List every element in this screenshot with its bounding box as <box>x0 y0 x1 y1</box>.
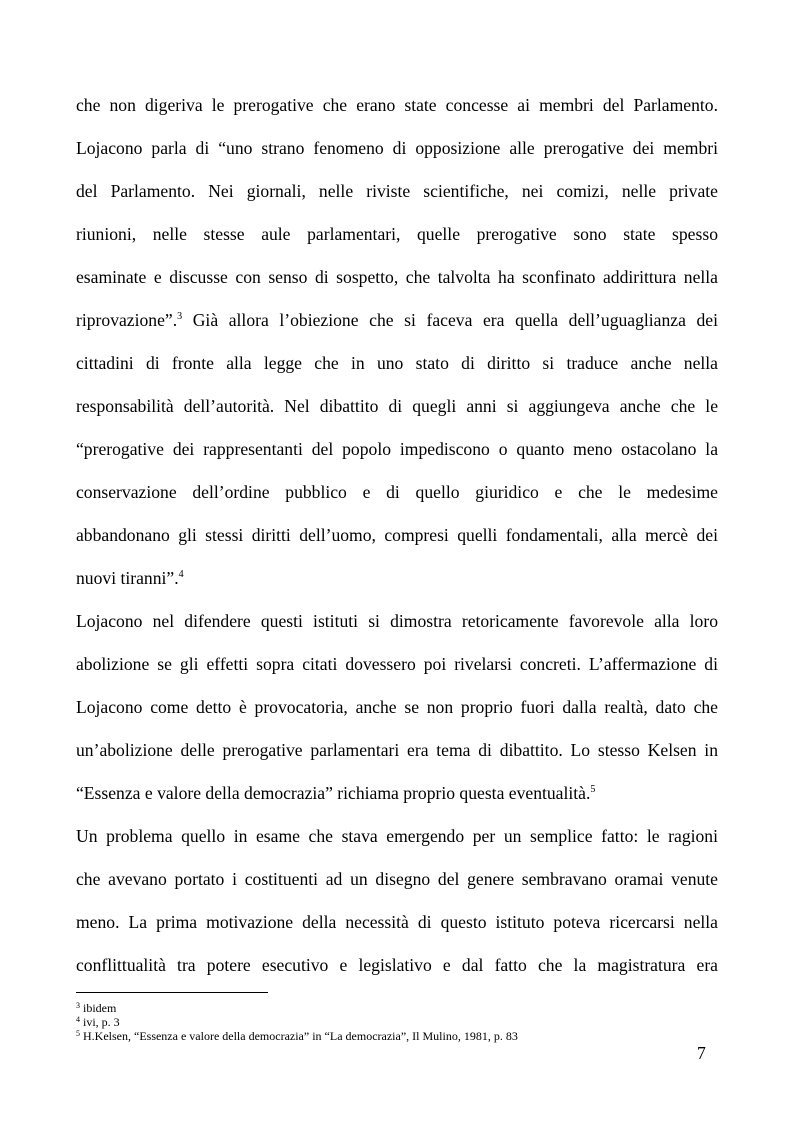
text-line: conflittualità tra potere esecutivo e legislativo e dal fatto che la magistratura era <box>76 955 718 975</box>
footnote-ref: 4 <box>178 569 184 580</box>
text-line: “prerogative dei rappresentanti del popolo impediscono o quanto meno ostacolano la <box>76 439 718 459</box>
text-line: conservazione dell’ordine pubblico e di quello giuridico e che le medesime <box>76 482 718 502</box>
text-line: riunioni, nelle stesse aule parlamentari, quelle prerogative sono state spesso <box>76 224 718 244</box>
footnote-ref: 5 <box>590 784 596 795</box>
text-line: meno. La prima motivazione della necessità di questo istituto poteva ricercarsi nella <box>76 912 718 932</box>
text-line: Lojacono nel difendere questi istituti si dimostra retoricamente favorevole alla loro <box>76 611 718 631</box>
text-line <box>76 782 718 804</box>
footnote-number: 3 <box>76 1001 80 1010</box>
text-line: Un problema quello in esame che stava emergendo per un semplice fatto: le ragioni <box>76 826 718 846</box>
footnote-number: 4 <box>76 1015 80 1024</box>
text-line: Lojacono parla di “uno strano fenomeno di opposizione alle prerogative dei membri <box>76 138 718 158</box>
text-line <box>76 309 718 331</box>
text-line: del Parlamento. Nei giornali, nelle riviste scientifiche, nei comizi, nelle private <box>76 181 718 201</box>
text-line: che non digeriva le prerogative che erano state concesse ai membri del Parlamento. <box>76 95 718 115</box>
footnote-number: 5 <box>76 1029 80 1038</box>
text-line: abbandonano gli stessi diritti dell’uomo, compresi quelli fondamentali, alla mercè dei <box>76 525 718 545</box>
text-segment: nuovi tiranni”. <box>76 568 179 588</box>
text-segment: “Essenza e valore della democrazia” richiama proprio questa eventualità. <box>76 783 591 803</box>
text-line: abolizione se gli effetti sopra citati dovessero poi rivelarsi concreti. L’affermazione di <box>76 654 718 674</box>
footnote <box>76 1002 116 1015</box>
text-line: che avevano portato i costituenti ad un disegno del genere sembravano oramai venute <box>76 869 718 889</box>
footnote <box>76 1030 518 1043</box>
footnote-text: ivi, p. 3 <box>83 1015 120 1029</box>
text-line: responsabilità dell’autorità. Nel dibattito di quegli anni si aggiungeva anche che le <box>76 396 718 416</box>
text-segment: Già allora l’obiezione che si faceva era quella dell’uguaglianza dei <box>182 310 718 330</box>
text-line: esaminate e discusse con senso di sospetto, che talvolta ha sconfinato addirittura nella <box>76 267 718 287</box>
page-number: 7 <box>697 1043 706 1063</box>
footnote-ref: 3 <box>177 311 183 322</box>
text-line <box>76 567 718 589</box>
footnote-text: ibidem <box>83 1001 117 1015</box>
text-line: Lojacono come detto è provocatoria, anche se non proprio fuori dalla realtà, dato che <box>76 697 718 717</box>
text-line: cittadini di fronte alla legge che in uno stato di diritto si traduce anche nella <box>76 353 718 373</box>
text-segment: riprovazione”. <box>76 310 178 330</box>
text-line: un’abolizione delle prerogative parlamentari era tema di dibattito. Lo stesso Kelsen in <box>76 740 718 760</box>
footnote-separator <box>76 992 268 993</box>
footnote-text: H.Kelsen, “Essenza e valore della democrazia” in “La democrazia”, Il Mulino, 1981, p. 83 <box>83 1029 518 1043</box>
footnote <box>76 1016 120 1029</box>
